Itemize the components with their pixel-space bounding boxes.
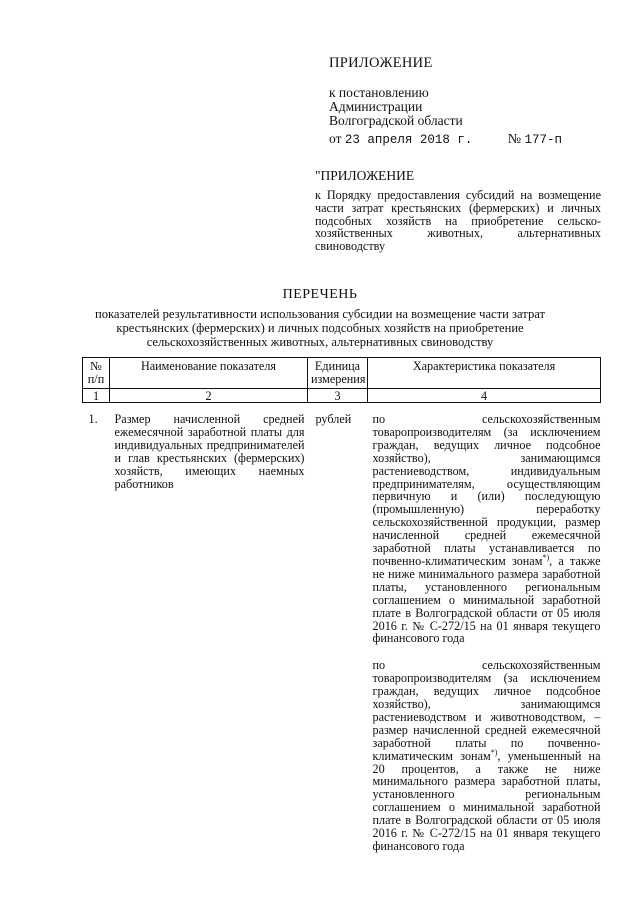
appendix-header — [329, 54, 599, 128]
resolution-number: 177-п — [524, 133, 563, 147]
column-number: 1 — [83, 389, 110, 403]
footnote-mark: *) — [542, 552, 550, 562]
list-subtitle — [0, 307, 640, 349]
characteristic-text: , уменьшенный на 20 процентов, а также не ниже минимального размера заработной платы, установленного региональным соглашением о минимальной заработной плате в Волгоградской области от 05 июля 2016 г. № С-272/15 на 01 января текущего финансового года — [372, 748, 601, 853]
procedure-appendix-title: "ПРИЛОЖЕНИЕ — [315, 168, 415, 183]
indicators-table — [82, 357, 601, 853]
characteristic-text: , а также не ниже минимального размера заработной платы, установленного региональным соглашением о минимальной заработной плате в Волгоградской области от 05 июля 2016 г. № С-272/15 на 01 января текущего финансового года — [372, 553, 601, 646]
column-number: 2 — [110, 389, 308, 403]
list-subtitle-line-2: крестьянских (фермерских) и личных подсобных хозяйств на приобретение — [116, 321, 524, 335]
column-number-row — [83, 389, 601, 403]
header-num: № п/п — [83, 358, 110, 389]
header-unit: Единица измерения — [308, 358, 368, 389]
characteristic-paragraph-2 — [373, 659, 601, 853]
table-row — [83, 403, 601, 853]
characteristic-paragraph-1 — [373, 413, 601, 645]
appendix-title: ПРИЛОЖЕНИЕ — [329, 55, 433, 71]
number-sign: № — [507, 132, 522, 147]
indicator-characteristic — [368, 403, 601, 853]
resolution-date: 23 апреля 2018 г. — [344, 133, 473, 147]
indicator-name: Размер начисленной средней ежемесячной заработной платы для индивидуальных предпринимателей и глав крестьянских (фермерских) хозяйств, имеющих наемных работников — [114, 412, 305, 491]
footnote-mark: *) — [490, 747, 498, 757]
list-subtitle-line-1: показателей результативности использования субсидии на возмещение части затрат — [94, 307, 546, 321]
row-index: 1. — [88, 412, 98, 426]
header-characteristic: Характеристика показателя — [368, 358, 601, 389]
header-name: Наименование показателя — [110, 358, 308, 389]
indicator-unit: рублей — [315, 412, 352, 426]
appendix-resolution-line: к постановлению — [329, 85, 429, 100]
appendix-administration-line: Администрации — [329, 99, 423, 114]
date-prefix: от — [329, 131, 342, 146]
table-header-row — [83, 358, 601, 389]
characteristic-text: по сельскохозяйственным товаропроизводителям (за исключением граждан, ведущих личное подсобное хозяйство), занимающимся растениеводством и животноводством, – размер начисленной средней ежемесячной заработной платы по почвенно-климатическим зонам — [372, 658, 601, 763]
characteristic-text: по сельскохозяйственным товаропроизводителям (за исключением граждан, ведущих личное подсобное хозяйство), занимающимся растениеводством, индивидуальным предпринимателям, осуществляющим первичную и (или) последующую (промышленную) переработку сельскохозяйственной продукции, размер начисленной средней ежемесячной заработной платы устанавливается по почвенно-климатическим зонам — [372, 412, 601, 568]
procedure-appendix-text: к Порядку предоставления субсидий на возмещение части затрат крестьянских (фермерских) и личных подсобных хозяйств на приобретение сельско-хозяйственных животных, альтернативных свиноводству — [315, 188, 601, 254]
column-number: 3 — [308, 389, 368, 403]
list-subtitle-line-3: сельскохозяйственных животных, альтернативных свиноводству — [146, 335, 494, 349]
list-title: ПЕРЕЧЕНЬ — [282, 287, 358, 302]
procedure-appendix — [315, 168, 601, 253]
appendix-region-line: Волгоградской области — [329, 113, 463, 128]
resolution-date-line — [329, 131, 562, 148]
column-number: 4 — [368, 389, 601, 403]
